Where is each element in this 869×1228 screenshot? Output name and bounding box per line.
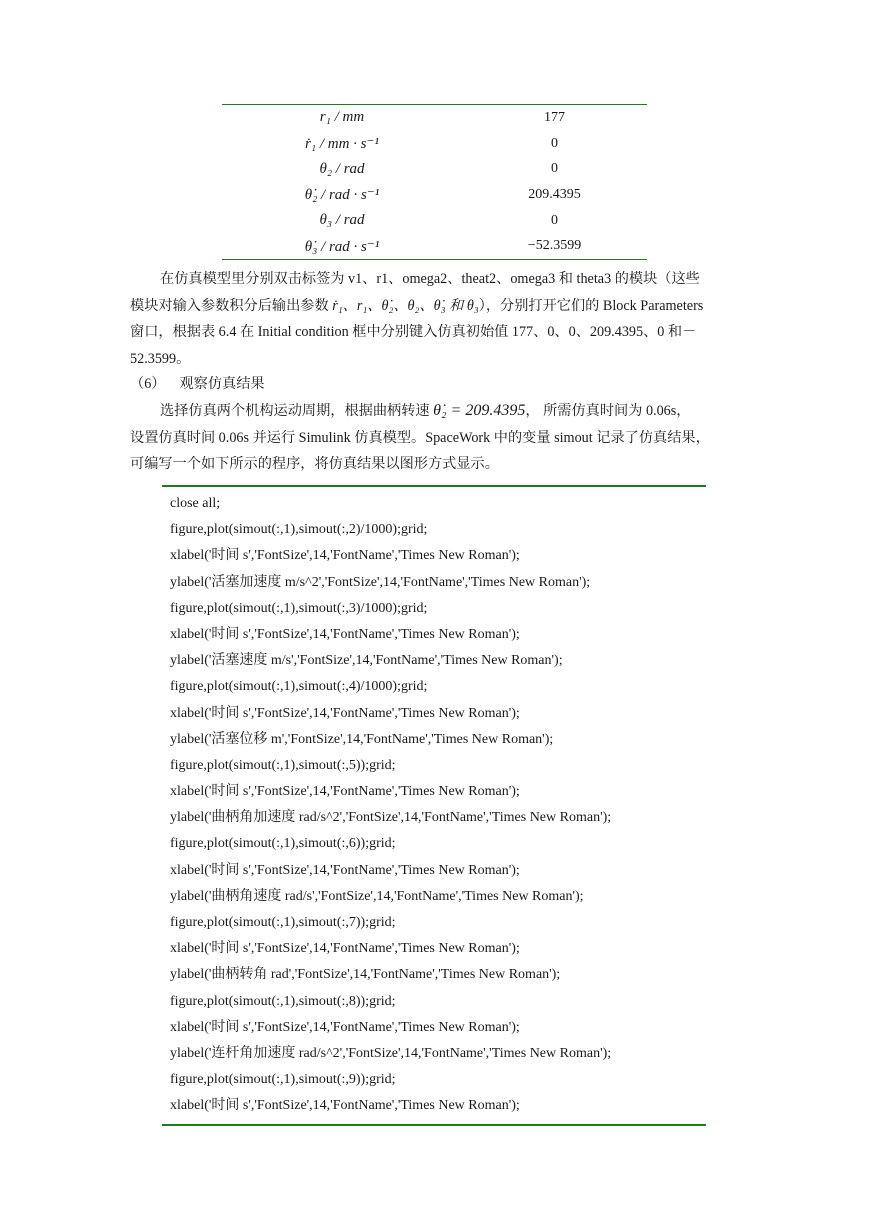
code-line: xlabel('时间 s','FontSize',14,'FontName','Times New Roman');	[170, 784, 520, 800]
section-heading	[130, 371, 265, 398]
paragraph-initial-conditions	[130, 266, 737, 372]
text-segment: 模块对输入参数积分后输出参数	[130, 297, 333, 314]
param-name: θ̇₂ / rad · s⁻¹	[304, 187, 380, 204]
section-title: 观察仿真结果	[179, 376, 265, 392]
code-line: xlabel('时间 s','FontSize',14,'FontName','Times New Roman');	[170, 1019, 520, 1035]
text-line: 在仿真模型里分别双击标签为 v1、r1、omega2、theat2、omega3 和 theta3 的模块（这些	[160, 271, 700, 287]
param-name: r₁ / mm	[319, 109, 365, 126]
code-line: close all;	[170, 496, 221, 511]
table-row	[222, 208, 647, 234]
table-row	[222, 131, 647, 157]
inline-math: ṙ₁、r₁、θ̇₂、θ₂、θ̇₃ 和 θ₃	[332, 297, 479, 314]
param-value: 0	[551, 135, 558, 151]
param-name: θ₂ / rad	[319, 160, 365, 177]
section-number: （6）	[130, 376, 166, 392]
code-line: xlabel('时间 s','FontSize',14,'FontName','Times New Roman');	[170, 626, 520, 642]
param-value: 0	[551, 212, 558, 228]
code-line: figure,plot(simout(:,1),simout(:,5));grid;	[170, 757, 396, 773]
text-segment: ），分别打开它们的 Block Parameters	[478, 297, 704, 314]
initial-parameter-table	[222, 104, 647, 260]
param-name: ṙ₁ / mm · s⁻¹	[305, 136, 379, 153]
code-line: figure,plot(simout(:,1),simout(:,8));grid;	[170, 993, 396, 1009]
code-line: figure,plot(simout(:,1),simout(:,7));grid;	[170, 915, 396, 930]
table-row	[222, 233, 647, 259]
code-line: ylabel('连杆角加速度 rad/s^2','FontSize',14,'FontName','Times New Roman');	[170, 1045, 612, 1061]
paragraph-simulation-settings	[130, 398, 737, 478]
text-line: 52.3599。	[130, 350, 191, 367]
param-value: −52.3599	[527, 238, 582, 254]
code-line: ylabel('曲柄角速度 rad/s','FontSize',14,'FontName','Times New Roman');	[170, 888, 584, 904]
text-line: 可编写一个如下所示的程序，将仿真结果以图形方式显示。	[130, 456, 499, 472]
text-line: 窗口，根据表 6.4 在 Initial condition 框中分别键入仿真初始值 177、0、0、209.4395、0 和－	[130, 324, 697, 340]
code-line: ylabel('活塞位移 m','FontSize',14,'FontName','Times New Roman');	[170, 731, 554, 747]
param-value: 177	[544, 109, 565, 125]
table-row	[222, 105, 647, 131]
code-line: ylabel('曲柄转角 rad','FontSize',14,'FontName','Times New Roman');	[170, 967, 561, 983]
code-line: xlabel('时间 s','FontSize',14,'FontName','Times New Roman');	[170, 705, 520, 721]
table-row	[222, 182, 647, 208]
table-row	[222, 156, 647, 182]
code-line: figure,plot(simout(:,1),simout(:,9));grid;	[170, 1072, 396, 1088]
code-line: ylabel('活塞速度 m/s','FontSize',14,'FontName','Times New Roman');	[170, 653, 563, 669]
param-value: 209.4395	[528, 186, 581, 202]
inline-math: θ̇₂ = 209.4395	[433, 402, 526, 419]
param-value: 0	[551, 161, 558, 177]
code-line: figure,plot(simout(:,1),simout(:,4)/1000);grid;	[170, 679, 428, 695]
text-segment: 选择仿真两个机构运动周期，根据曲柄转速	[160, 403, 434, 419]
text-line	[130, 398, 737, 425]
code-line: figure,plot(simout(:,1),simout(:,6));grid;	[170, 836, 396, 852]
matlab-code-listing	[162, 485, 706, 1126]
code-line: figure,plot(simout(:,1),simout(:,2)/1000);grid;	[170, 522, 428, 538]
param-name: θ̇₃ / rad · s⁻¹	[304, 238, 380, 255]
code-bottom-rule	[162, 1124, 706, 1126]
code-line: xlabel('时间 s','FontSize',14,'FontName','Times New Roman');	[170, 941, 520, 957]
code-lines	[162, 487, 706, 1124]
text-line	[130, 293, 737, 320]
code-line: xlabel('时间 s','FontSize',14,'FontName','Times New Roman');	[170, 1098, 520, 1114]
code-line: xlabel('时间 s','FontSize',14,'FontName','Times New Roman');	[170, 862, 520, 878]
param-name: θ₃ / rad	[319, 212, 365, 229]
code-line: ylabel('曲柄角加速度 rad/s^2','FontSize',14,'FontName','Times New Roman');	[170, 810, 612, 826]
code-line: ylabel('活塞加速度 m/s^2','FontSize',14,'FontName','Times New Roman');	[170, 574, 591, 590]
table-bottom-rule	[222, 259, 647, 260]
text-segment: ， 所需仿真时间为 0.06s，	[525, 403, 691, 419]
code-line: figure,plot(simout(:,1),simout(:,3)/1000);grid;	[170, 600, 428, 616]
code-line: xlabel('时间 s','FontSize',14,'FontName','Times New Roman');	[170, 548, 520, 564]
text-line: 设置仿真时间 0.06s 并运行 Simulink 仿真模型。SpaceWork 中的变量 simout 记录了仿真结果，	[130, 429, 710, 446]
